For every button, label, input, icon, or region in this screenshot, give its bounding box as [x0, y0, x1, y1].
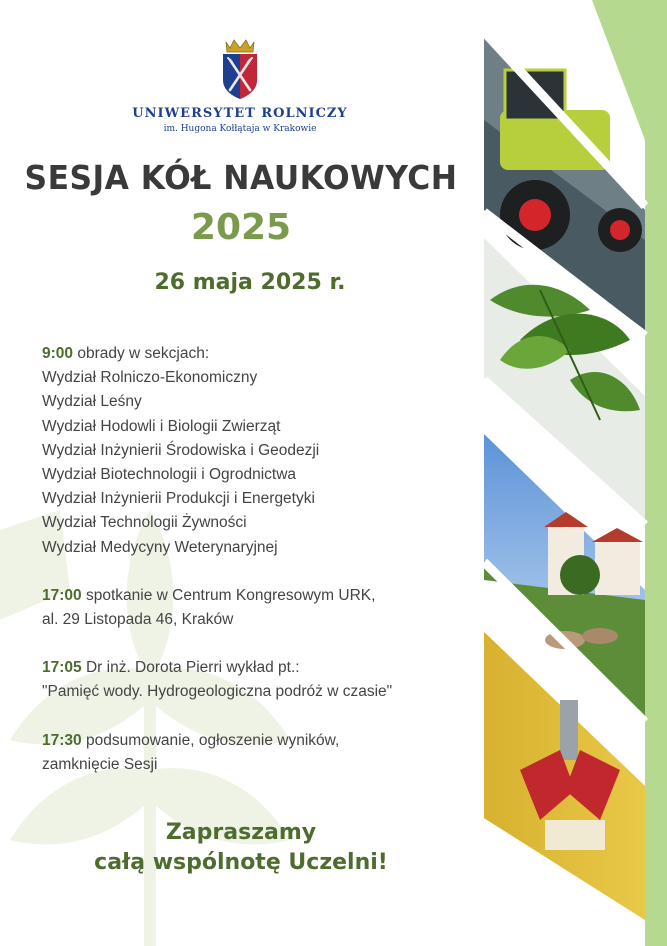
faculty-item: Wydział Technologii Żywności — [42, 514, 247, 532]
closing-line-2: całą wspólnotę Uczelni! — [94, 850, 388, 875]
faculty-item: Wydział Inżynierii Środowiska i Geodezji — [42, 441, 320, 459]
program-time: 17:05 — [42, 659, 82, 677]
university-subtitle: im. Hugona Kołłątaja w Krakowie — [163, 124, 317, 134]
lecture-title: "Pamięć wody. Hydrogeologiczna podróż w czasie" — [42, 683, 393, 701]
event-year: 2025 — [190, 207, 292, 248]
faculty-item: Wydział Inżynierii Produkcji i Energetyki — [42, 490, 315, 508]
faculty-item: Wydział Leśny — [42, 393, 142, 411]
faculty-item: Wydział Biotechnologii i Ogrodnictwa — [42, 466, 297, 484]
faculty-item: Wydział Hodowli i Biologii Zwierząt — [42, 417, 281, 435]
program-time: 17:30 — [42, 731, 82, 749]
program-text: Dr inż. Dorota Pierri wykład pt.: — [85, 659, 300, 677]
faculty-item: Wydział Rolniczo-Ekonomiczny — [42, 369, 258, 387]
program-time: 9:00 — [42, 345, 74, 362]
event-date: 26 maja 2025 r. — [154, 270, 346, 295]
program-text: podsumowanie, ogłoszenie wyników, — [85, 731, 340, 749]
program-time: 17:00 — [42, 586, 82, 604]
event-title: SESJA KÓŁ NAUKOWYCH — [24, 158, 458, 197]
program-address: al. 29 Listopada 46, Kraków — [42, 611, 234, 629]
closing-line-1: Zapraszamy — [165, 820, 317, 845]
program-text: spotkanie w Centrum Kongresowym URK, — [85, 586, 376, 604]
faculty-item: Wydział Medycyny Weterynaryjnej — [42, 538, 278, 556]
program-text: obrady w sekcjach: — [77, 345, 210, 362]
program-text-continued: zamknięcie Sesji — [42, 755, 158, 773]
university-name: UNIWERSYTET ROLNICZY — [132, 106, 348, 121]
